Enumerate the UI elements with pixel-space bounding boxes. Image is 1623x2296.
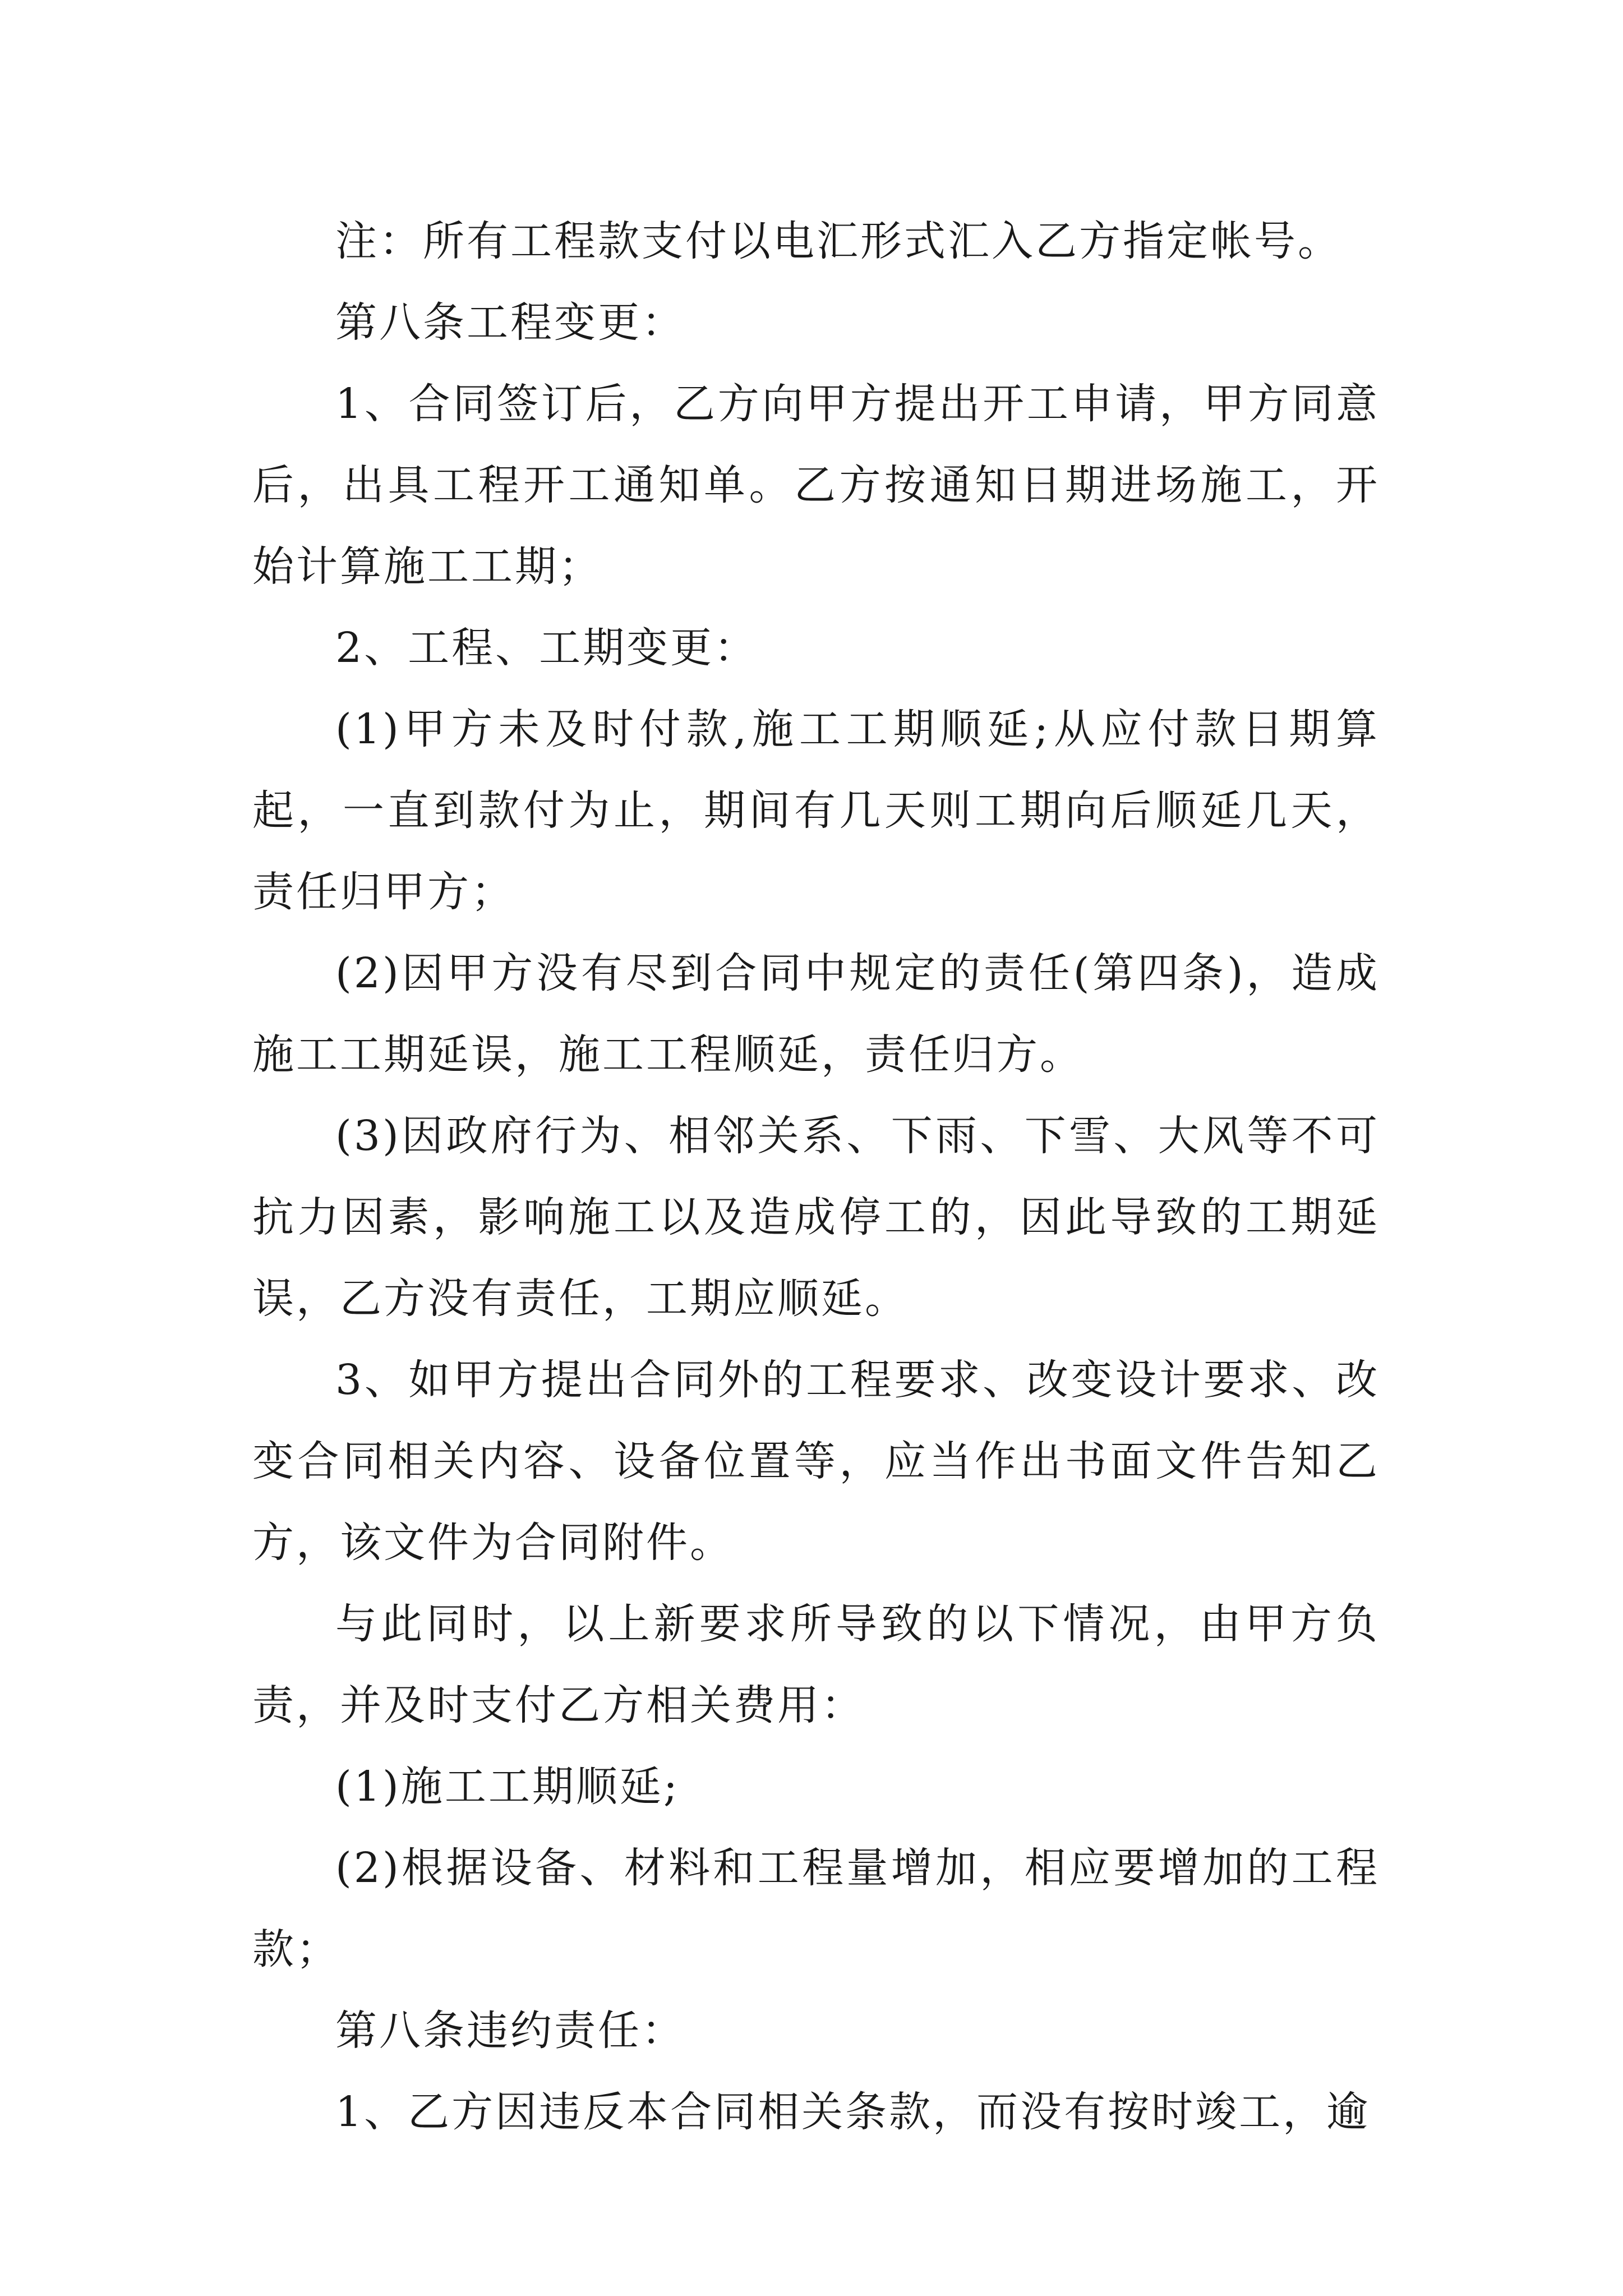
subclause-2-responsibility-paragraph: (2)因甲方没有尽到合同中规定的责任(第四条)，造成施工工期延误，施工工程顺延，责任归方。 [252,949,1380,1079]
clause-3-extra-requirements-paragraph: 3、如甲方提出合同外的工程要求、改变设计要求、改变合同相关内容、设备位置等，应当作出书面文件告知乙方，该文件为合同附件。 [252,1356,1380,1567]
article-8-engineering-change-heading: 第八条工程变更： [335,298,685,347]
subclause-1-late-payment-paragraph: (1)甲方未及时付款,施工工期顺延;从应付款日期算起，一直到款付为止，期间有几天则工期向后顺延几天，责任归甲方； [252,705,1380,916]
clause-2-schedule-change-heading: 2、工程、工期变更： [335,624,758,672]
document-body [252,201,1380,2153]
list-item-schedule-extension: (1)施工工期顺延; [335,1763,680,1811]
note-payment-paragraph: 注：所有工程款支付以电汇形式汇入乙方指定帐号。 [335,217,1341,265]
liability-clause-1-paragraph: 1、乙方因违反本合同相关条款，而没有按时竣工，逾 [335,2088,1371,2136]
new-requirements-costs-paragraph: 与此同时，以上新要求所导致的以下情况，由甲方负责，并及时支付乙方相关费用： [252,1600,1380,1729]
list-item-additional-payment: (2)根据设备、材料和工程量增加，相应要增加的工程款； [252,1844,1380,1973]
clause-1-start-application-paragraph: 1、合同签订后，乙方向甲方提出开工申请，甲方同意后，出具工程开工通知单。乙方按通知日期进场施工，开始计算施工工期； [252,380,1380,591]
article-8-liability-heading: 第八条违约责任： [335,2007,685,2055]
subclause-3-force-majeure-paragraph: (3)因政府行为、相邻关系、下雨、下雪、大风等不可抗力因素，影响施工以及造成停工的，因此导致的工期延误，乙方没有责任，工期应顺延。 [252,1112,1380,1323]
